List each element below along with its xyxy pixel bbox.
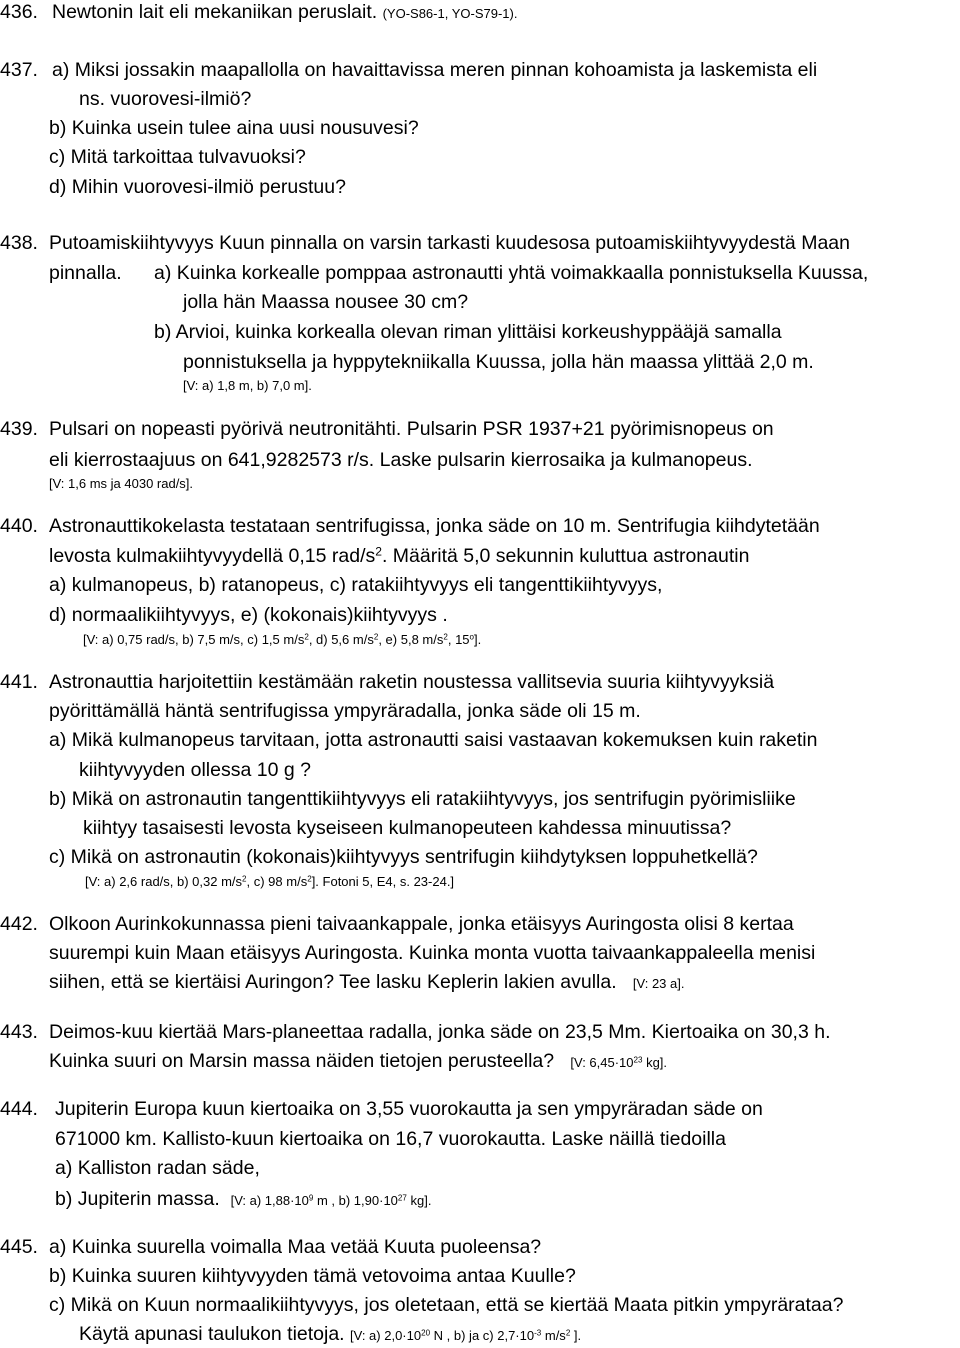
problem-text: kiihtyy tasaisesti levosta kyseiseen kulmanopeuteen kahdessa minuutissa? [83, 817, 732, 839]
problem-number: 441. [0, 671, 38, 693]
answer-text: [V: 1,6 ms ja 4030 rad/s]. [49, 476, 194, 491]
problem-text: b) Jupiterin massa. [V: a) $1,88\cdot 10^9$ m , b) $1,90\cdot 10^{27}$ kg]. [55, 1188, 432, 1210]
problem-text: a) Miksi jossakin maapallolla on havaittavissa meren pinnan kohoamista ja laskemista eli [52, 59, 818, 81]
problem-text: b) Kuinka suuren kiihtyvyyden tämä vetovoima antaa Kuulle? [49, 1265, 576, 1287]
source-reference: (YO-S86-1, YO-S79-1). [382, 6, 518, 21]
problem-text: c) Mikä on astronautin (kokonais)kiihtyvyys sentrifugin kiihdytyksen loppuhetkellä? [49, 846, 758, 868]
problem-text: Newtonin lait eli mekaniikan peruslait. (YO-S86-1, YO-S79-1). [52, 1, 518, 23]
problem-text: a) Kuinka korkealle pomppaa astronautti yhtä voimakkaalla ponnistuksella Kuussa, [154, 262, 869, 284]
problem-text: c) Mitä tarkoittaa tulvavuoksi? [49, 146, 306, 168]
problem-text: 671000 km. Kallisto-kuun kiertoaika on 16,7 vuorokautta. Laske näillä tiedoilla [55, 1128, 726, 1150]
problem-text: a) Mikä kulmanopeus tarvitaan, jotta astronautti saisi vastaavan kokemuksen kuin raketin [49, 729, 818, 751]
problem-text: c) Mikä on Kuun normaalikiihtyvyys, jos oletetaan, että se kiertää Maata pitkin ympyrärataa? [49, 1294, 844, 1316]
problem-text: pyörittämällä häntä sentrifugissa ympyräradalla, jonka säde oli 15 m. [49, 700, 641, 722]
problem-text: a) kulmanopeus, b) ratanopeus, c) ratakiihtyvyys eli tangenttikiihtyvyys, [49, 574, 663, 596]
problem-text: ns. vuorovesi-ilmiö? [79, 88, 252, 110]
problem-text: Pulsari on nopeasti pyörivä neutronitähti. Pulsarin PSR 1937+21 pyörimisnopeus on [49, 418, 774, 440]
problem-text: d) normaalikiihtyvyys, e) (kokonais)kiihtyvyys . [49, 604, 448, 626]
answer-text: [V: a) $1,88\cdot 10^9$ m , b) $1,90\cdot 10^{27}$ kg]. [230, 1193, 432, 1208]
problem-text: pinnalla. [49, 262, 122, 284]
problem-number: 440. [0, 515, 38, 537]
problem-number: 442. [0, 913, 38, 935]
problem-text: Käytä apunasi taulukon tietoja. [V: a) $2,0\cdot 10^{20}$ N , b) ja c) $2,7\cdot 10^{-3}$ $m/s^2$ ]. [79, 1323, 582, 1345]
answer-text: [V: a) 2,6 rad/s, b) 0,32 $m/s^2$, c) 98 $m/s^2$]. Fotoni 5, E4, s. 23-24.] [85, 874, 455, 889]
problem-text: jolla hän Maassa nousee 30 cm? [183, 291, 469, 313]
answer-text: [V: $6,45\cdot 10^{23}$ kg]. [570, 1055, 668, 1070]
answer-text: [V: a) 0,75 rad/s, b) 7,5 m/s, c) 1,5 $m/s^2$, d) 5,6 $m/s^2$, e) 5,8 $m/s^2$, 15$^o$]. [83, 632, 482, 647]
problem-text: eli kierrostaajuus on 641,9282573 r/s. Laske pulsarin kierrosaika ja kulmanopeus. [49, 449, 753, 471]
problem-number: 443. [0, 1021, 38, 1043]
problem-text: Olkoon Aurinkokunnassa pieni taivaankappale, jonka etäisyys Auringosta olisi 8 kertaa [49, 913, 794, 935]
problem-text: Astronauttikokelasta testataan sentrifugissa, jonka säde on 10 m. Sentrifugia kiihdytetään [49, 515, 820, 537]
problem-text: Jupiterin Europa kuun kiertoaika on 3,55 vuorokautta ja sen ympyräradan säde on [55, 1098, 763, 1120]
problem-text: ponnistuksella ja hyppytekniikalla Kuussa, jolla hän maassa ylittää 2,0 m. [183, 351, 814, 373]
problem-text: d) Mihin vuorovesi-ilmiö perustuu? [49, 176, 346, 198]
problem-text: a) Kalliston radan säde, [55, 1157, 260, 1179]
problem-text: Putoamiskiihtyvyys Kuun pinnalla on varsin tarkasti kuudesosa putoamiskiihtyvyydestä Maan [49, 232, 850, 254]
problem-text: b) Kuinka usein tulee aina uusi nousuvesi? [49, 117, 419, 139]
answer-text: [V: a) 1,8 m, b) 7,0 m]. [183, 378, 312, 393]
problem-text: levosta kulmakiihtyvyydellä 0,15 rad/$s^2$. Määritä 5,0 sekunnin kuluttua astronautin [49, 544, 750, 567]
problem-number: 436. [0, 1, 38, 23]
problem-text: b) Mikä on astronautin tangenttikiihtyvyys eli ratakiihtyvyys, jos sentrifugin pyörimisliike [49, 788, 796, 810]
answer-text: [V: a) $2,0\cdot 10^{20}$ N , b) ja c) $2,7\cdot 10^{-3}$ $m/s^2$ ]. [350, 1328, 582, 1343]
problem-text: siihen, että se kiertäisi Auringon? Tee lasku Keplerin lakien avulla. [V: 23 a]. [49, 971, 685, 993]
problem-number: 444. [0, 1098, 38, 1120]
answer-text: [V: 23 a]. [632, 976, 685, 991]
problem-text: Astronauttia harjoitettiin kestämään raketin noustessa vallitsevia suuria kiihtyvyyksiä [49, 671, 775, 693]
problem-text: a) Kuinka suurella voimalla Maa vetää Kuuta puoleensa? [49, 1236, 542, 1258]
problem-text: suurempi kuin Maan etäisyys Auringosta. Kuinka monta vuotta taivaankappaleella menisi [49, 942, 816, 964]
problem-text: kiihtyvyyden ollessa 10 g ? [79, 759, 311, 781]
problem-number: 438. [0, 232, 38, 254]
problem-text: Deimos-kuu kiertää Mars-planeettaa radalla, jonka säde on 23,5 Mm. Kiertoaika on 30,3 h. [49, 1021, 831, 1043]
problem-text: b) Arvioi, kuinka korkealla olevan riman ylittäisi korkeushyppääjä samalla [154, 321, 782, 343]
problem-text: Kuinka suuri on Marsin massa näiden tietojen perusteella? [V: $6,45\cdot 10^{23}$ kg]. [49, 1050, 668, 1072]
problem-number: 445. [0, 1236, 38, 1258]
problem-number: 439. [0, 418, 38, 440]
problem-number: 437. [0, 59, 38, 81]
